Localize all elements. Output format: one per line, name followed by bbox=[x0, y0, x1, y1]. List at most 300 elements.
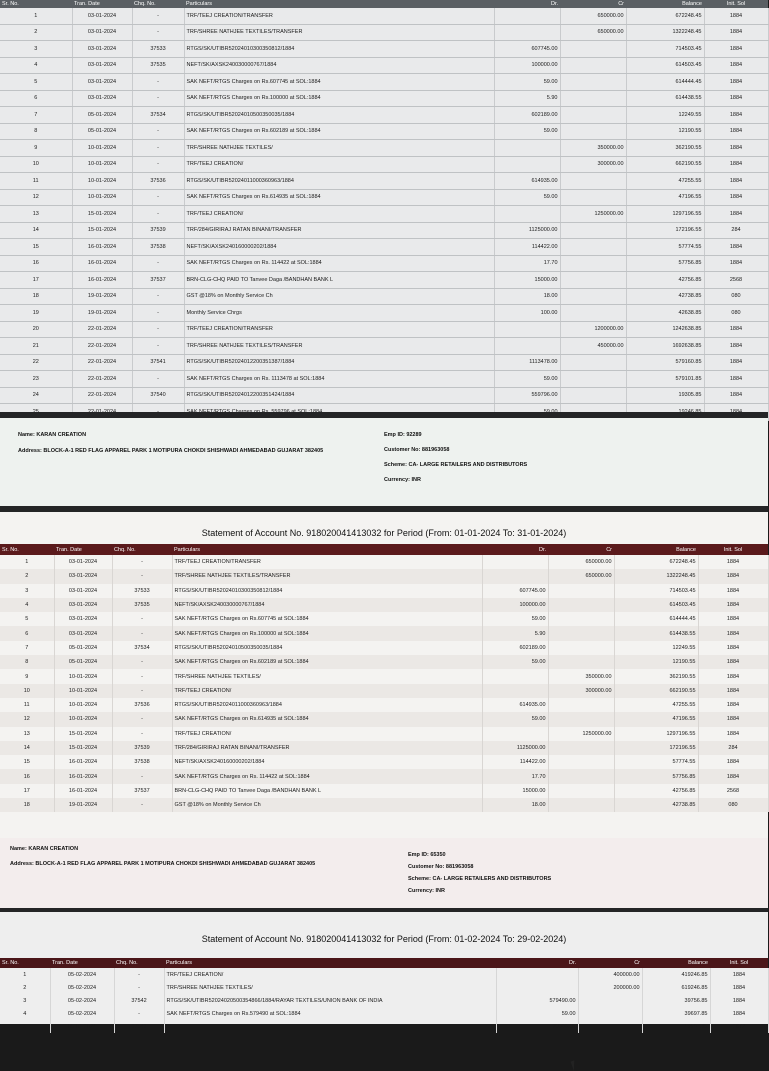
customer-info-1 bbox=[0, 418, 768, 510]
cell-chq: 37533 bbox=[132, 41, 184, 58]
cell-cr bbox=[548, 598, 614, 612]
cell-sr: 6 bbox=[0, 90, 72, 107]
cell-part: BRN-CLG-CHQ PAID TO Tanvee Daga /BANDHAN BANK L bbox=[184, 272, 494, 289]
cell-chq: - bbox=[114, 1007, 164, 1020]
cell-chq: - bbox=[112, 612, 172, 626]
cell-chq: - bbox=[132, 24, 184, 41]
cell-date: 22-01-2024 bbox=[72, 354, 132, 371]
cell-sol: 1884 bbox=[698, 655, 768, 669]
cell-sol: 1884 bbox=[704, 255, 768, 272]
cell-date: 03-01-2024 bbox=[72, 8, 132, 24]
cell-sr: 4 bbox=[0, 598, 54, 612]
cell-date: 05-02-2024 bbox=[50, 981, 114, 994]
cell-dr: 18.00 bbox=[482, 798, 548, 812]
cell-cr bbox=[548, 769, 614, 783]
cell-bal: 1322248.45 bbox=[614, 569, 698, 583]
cell-part: SAK NEFT/RTGS Charges on Rs.602189 at SOL:1884 bbox=[184, 123, 494, 140]
cell-part: SAK NEFT/RTGS Charges on Rs.100000 at SOL:1884 bbox=[184, 90, 494, 107]
transactions-table bbox=[0, 0, 769, 421]
table-header bbox=[0, 958, 768, 968]
cell-sr: 5 bbox=[0, 612, 54, 626]
cell-part: TRF/TEEJ CREATION/ bbox=[184, 156, 494, 173]
cell-bal: 12190.55 bbox=[626, 123, 704, 140]
cell-cr: 650000.00 bbox=[560, 8, 626, 24]
cell-chq: 37537 bbox=[132, 272, 184, 289]
cell-cr bbox=[548, 612, 614, 626]
cell-sr: 11 bbox=[0, 698, 54, 712]
cell-sr: 17 bbox=[0, 272, 72, 289]
cell-part: TRF/SHREE NATHJEE TEXTILES/TRANSFER bbox=[184, 24, 494, 41]
customer-name: Name: KARAN CREATION bbox=[18, 432, 87, 438]
cell-sr: 9 bbox=[0, 669, 54, 683]
cell-chq: - bbox=[114, 981, 164, 994]
cell-sol: 1884 bbox=[704, 57, 768, 74]
cell-bal: 619246.85 bbox=[642, 981, 710, 994]
cell-sol: 1884 bbox=[704, 107, 768, 124]
cell-part bbox=[164, 1020, 496, 1033]
cell-dr: 59.00 bbox=[482, 712, 548, 726]
cell-chq: - bbox=[112, 669, 172, 683]
cell-date: 05-01-2024 bbox=[72, 107, 132, 124]
cell-sr: 8 bbox=[0, 123, 72, 140]
cell-dr: 17.70 bbox=[482, 769, 548, 783]
cell-cr: 300000.00 bbox=[548, 684, 614, 698]
cell-sr: 14 bbox=[0, 222, 72, 239]
table-row bbox=[0, 569, 768, 583]
table-row bbox=[0, 684, 768, 698]
table-row bbox=[0, 8, 768, 24]
cell-dr: 1125000.00 bbox=[482, 741, 548, 755]
cell-chq: 37541 bbox=[132, 354, 184, 371]
cell-dr bbox=[482, 669, 548, 683]
scheme: Scheme: CA- LARGE RETAILERS AND DISTRIBUTORS bbox=[384, 462, 528, 468]
cell-cr bbox=[560, 173, 626, 190]
cell-bal: 57774.55 bbox=[614, 755, 698, 769]
table-row bbox=[0, 1020, 768, 1033]
cell-dr bbox=[482, 684, 548, 698]
table-row bbox=[0, 24, 768, 41]
cell-sol: 1884 bbox=[698, 555, 768, 569]
cell-sr: 21 bbox=[0, 338, 72, 355]
cell-bal: 1297196.55 bbox=[614, 727, 698, 741]
table-row bbox=[0, 123, 768, 140]
cell-date: 03-01-2024 bbox=[72, 90, 132, 107]
cell-dr: 602189.00 bbox=[482, 641, 548, 655]
cell-date: 03-01-2024 bbox=[72, 41, 132, 58]
cell-sol: 1884 bbox=[704, 371, 768, 388]
cell-chq: 37539 bbox=[112, 741, 172, 755]
cell-cr bbox=[560, 107, 626, 124]
cell-sr: 9 bbox=[0, 140, 72, 157]
cell-date: 05-01-2024 bbox=[54, 641, 112, 655]
cell-sr: 5 bbox=[0, 74, 72, 91]
cell-dr: 59.00 bbox=[496, 1007, 578, 1020]
cell-bal: 42738.85 bbox=[614, 798, 698, 812]
cell-date: 22-01-2024 bbox=[72, 338, 132, 355]
cell-cr bbox=[560, 90, 626, 107]
scheme: Scheme: CA- LARGE RETAILERS AND DISTRIBUTORS bbox=[408, 876, 552, 882]
cell-dr bbox=[482, 569, 548, 583]
cell-date: 22-01-2024 bbox=[72, 371, 132, 388]
cell-chq: 37534 bbox=[132, 107, 184, 124]
cell-cr bbox=[560, 123, 626, 140]
cell-part: RTGS/SK/UTIBR52024010500350035/1884 bbox=[184, 107, 494, 124]
cell-part: TRF/TEEJ CREATION/TRANSFER bbox=[172, 555, 482, 569]
cell-chq: 37535 bbox=[112, 598, 172, 612]
header-cr: Cr bbox=[560, 0, 626, 8]
cell-part: TRF/284/GIRIRAJ RATAN BINANI/TRANSFER bbox=[172, 741, 482, 755]
cell-date: 22-01-2024 bbox=[72, 321, 132, 338]
cell-chq: - bbox=[112, 655, 172, 669]
cell-chq: 37535 bbox=[132, 57, 184, 74]
customer-no: Customer No: 881963058 bbox=[384, 447, 450, 453]
table-row bbox=[0, 712, 768, 726]
header-sr-no: Sr. No. bbox=[0, 0, 72, 8]
cell-bal: 47255.55 bbox=[626, 173, 704, 190]
cell-sr: 2 bbox=[0, 24, 72, 41]
cell-chq: - bbox=[132, 338, 184, 355]
cell-chq: - bbox=[112, 769, 172, 783]
cell-cr bbox=[560, 354, 626, 371]
cell-dr: 15000.00 bbox=[482, 784, 548, 798]
cell-date: 15-01-2024 bbox=[72, 206, 132, 223]
cell-date: 03-01-2024 bbox=[72, 24, 132, 41]
cell-dr: 100000.00 bbox=[482, 598, 548, 612]
cell-bal: 579160.85 bbox=[626, 354, 704, 371]
cell-bal: 42738.85 bbox=[626, 288, 704, 305]
cell-date: 03-01-2024 bbox=[54, 584, 112, 598]
cell-bal: 614503.45 bbox=[626, 57, 704, 74]
cell-date: 10-01-2024 bbox=[54, 712, 112, 726]
cell-chq: - bbox=[132, 305, 184, 322]
cell-date: 19-01-2024 bbox=[72, 288, 132, 305]
cell-sol: 1884 bbox=[698, 584, 768, 598]
cell-sr: 12 bbox=[0, 189, 72, 206]
cell-cr bbox=[560, 272, 626, 289]
cell-sol: 1884 bbox=[704, 173, 768, 190]
cell-dr: 59.00 bbox=[494, 74, 560, 91]
cell-chq: - bbox=[132, 288, 184, 305]
cell-bal: 579101.85 bbox=[626, 371, 704, 388]
cell-sol: 1884 bbox=[710, 981, 768, 994]
table-row bbox=[0, 769, 768, 783]
cell-dr bbox=[482, 727, 548, 741]
cell-sr: 1 bbox=[0, 8, 72, 24]
cell-cr: 350000.00 bbox=[560, 140, 626, 157]
cell-part: SAK NEFT/RTGS Charges on Rs.579490 at SOL:1884 bbox=[164, 1007, 496, 1020]
cell-date: 16-01-2024 bbox=[72, 272, 132, 289]
cell-cr bbox=[560, 222, 626, 239]
cell-cr bbox=[560, 387, 626, 404]
cell-date: 05-02-2024 bbox=[50, 1020, 114, 1033]
cell-date: 05-01-2024 bbox=[54, 655, 112, 669]
table-row bbox=[0, 41, 768, 58]
customer-address: Address: BLOCK-A-1 RED FLAG APPAREL PARK 1 MOTIPURA CHOKDI SHISHWADI AHMEDABAD GUJARAT 382405 bbox=[18, 448, 324, 454]
cell-dr: 602189.00 bbox=[494, 107, 560, 124]
cell-part: NEFT/SK/AXSK240160000202/1884 bbox=[184, 239, 494, 256]
cell-part: SAK NEFT/RTGS Charges on Rs.100000 at SOL:1884 bbox=[172, 626, 482, 640]
cell-sr: 3 bbox=[0, 41, 72, 58]
cell-part: RTGS/SK/UTIBR52024011000360963/1884 bbox=[172, 698, 482, 712]
table-row bbox=[0, 321, 768, 338]
header-cr: Cr bbox=[548, 544, 614, 555]
cell-sol: 1884 bbox=[710, 968, 768, 981]
cell-chq: - bbox=[132, 140, 184, 157]
header-chq-no: Chq. No. bbox=[132, 0, 184, 8]
cell-chq: 37540 bbox=[132, 387, 184, 404]
cell-sr: 22 bbox=[0, 354, 72, 371]
header-dr: Dr. bbox=[494, 0, 560, 8]
header-chq-no: Chq. No. bbox=[114, 958, 164, 968]
cell-bal: 19305.85 bbox=[626, 387, 704, 404]
cell-part: RTGS/SK/UTIBR52024012200351424/1884 bbox=[184, 387, 494, 404]
currency: Currency: INR bbox=[408, 888, 445, 894]
cell-date: 03-01-2024 bbox=[72, 57, 132, 74]
cell-cr: 1250000.00 bbox=[560, 206, 626, 223]
cell-part: TRF/SHREE NATHJEE TEXTILES/ bbox=[184, 140, 494, 157]
cell-bal: 1297196.55 bbox=[626, 206, 704, 223]
cell-sr: 8 bbox=[0, 655, 54, 669]
cell-sr: 18 bbox=[0, 288, 72, 305]
cell-bal: 714503.45 bbox=[614, 584, 698, 598]
statement-page-3 bbox=[0, 912, 768, 1030]
cell-dr: 18.00 bbox=[494, 288, 560, 305]
cell-bal: 1242638.85 bbox=[626, 321, 704, 338]
cell-bal: 662190.55 bbox=[614, 684, 698, 698]
header-cr: Cr bbox=[578, 958, 642, 968]
cell-dr bbox=[494, 338, 560, 355]
cell-cr bbox=[560, 57, 626, 74]
cell-sr: 2 bbox=[0, 569, 54, 583]
cell-sr: 3 bbox=[0, 994, 50, 1007]
cell-sr: 5 bbox=[0, 1020, 50, 1033]
cell-dr: 114422.00 bbox=[482, 755, 548, 769]
cell-cr bbox=[548, 755, 614, 769]
cell-bal: 614503.45 bbox=[614, 598, 698, 612]
cell-sr: 14 bbox=[0, 741, 54, 755]
cell-chq: - bbox=[132, 321, 184, 338]
cell-sol: 2568 bbox=[698, 784, 768, 798]
cell-part: SAK NEFT/RTGS Charges on Rs.607745 at SOL:1884 bbox=[172, 612, 482, 626]
cell-sr: 1 bbox=[0, 555, 54, 569]
table-row bbox=[0, 206, 768, 223]
cell-bal: 47255.55 bbox=[614, 698, 698, 712]
cell-dr: 1125000.00 bbox=[494, 222, 560, 239]
cell-cr bbox=[578, 994, 642, 1007]
cell-sr: 17 bbox=[0, 784, 54, 798]
cell-date: 19-01-2024 bbox=[54, 798, 112, 812]
cell-cr: 350000.00 bbox=[548, 669, 614, 683]
mouse-cursor-icon bbox=[571, 1059, 582, 1071]
cell-date: 16-01-2024 bbox=[54, 784, 112, 798]
header-balance: Balance bbox=[642, 958, 710, 968]
table-body bbox=[0, 968, 768, 1033]
cell-cr bbox=[560, 239, 626, 256]
cell-dr: 5.90 bbox=[482, 626, 548, 640]
cell-part: GST @18% on Monthly Service Ch bbox=[172, 798, 482, 812]
cell-sr: 1 bbox=[0, 968, 50, 981]
cell-cr bbox=[578, 1007, 642, 1020]
table-header bbox=[0, 544, 768, 555]
cell-chq: 37539 bbox=[132, 222, 184, 239]
cell-dr bbox=[496, 981, 578, 994]
cell-date: 03-01-2024 bbox=[54, 598, 112, 612]
cell-sol: 1884 bbox=[698, 769, 768, 783]
cell-cr bbox=[548, 626, 614, 640]
cell-bal: 12190.55 bbox=[614, 655, 698, 669]
cell-chq: - bbox=[112, 684, 172, 698]
cell-bal: 614438.55 bbox=[614, 626, 698, 640]
table-row bbox=[0, 338, 768, 355]
cell-sol: 1884 bbox=[710, 1007, 768, 1020]
cell-sr: 16 bbox=[0, 769, 54, 783]
cell-sol: 1884 bbox=[698, 626, 768, 640]
cell-cr: 1250000.00 bbox=[548, 727, 614, 741]
cell-part: RTGS/SK/UTIBR52024011000360963/1884 bbox=[184, 173, 494, 190]
cell-dr bbox=[494, 24, 560, 41]
cell-sr: 6 bbox=[0, 626, 54, 640]
cell-chq: - bbox=[112, 555, 172, 569]
cell-sr: 13 bbox=[0, 206, 72, 223]
table-row bbox=[0, 387, 768, 404]
table-row bbox=[0, 156, 768, 173]
cell-part: SAK NEFT/RTGS Charges on Rs.614935 at SOL:1884 bbox=[172, 712, 482, 726]
cell-chq: 37538 bbox=[132, 239, 184, 256]
cell-dr bbox=[482, 555, 548, 569]
cell-sr: 7 bbox=[0, 107, 72, 124]
cell-part: SAK NEFT/RTGS Charges on Rs. 1113478 at SOL:1884 bbox=[184, 371, 494, 388]
cell-cr: 300000.00 bbox=[560, 156, 626, 173]
cell-sol: 1884 bbox=[704, 338, 768, 355]
cell-dr bbox=[494, 156, 560, 173]
table-row bbox=[0, 288, 768, 305]
cell-bal: 39697.85 bbox=[642, 1007, 710, 1020]
cell-sol: 1884 bbox=[698, 598, 768, 612]
header-tran-date: Tran. Date bbox=[54, 544, 112, 555]
cell-bal: 47196.55 bbox=[614, 712, 698, 726]
cell-part: RTGS/SK/UTIBR52024012200351387/1884 bbox=[184, 354, 494, 371]
cell-sol: 1884 bbox=[704, 140, 768, 157]
cell-sol: 1884 bbox=[698, 612, 768, 626]
header-particulars: Particulars bbox=[184, 0, 494, 8]
cell-part: NEFT/SK/AXSK240030000767/1884 bbox=[184, 57, 494, 74]
cell-date: 10-01-2024 bbox=[72, 173, 132, 190]
cell-date: 03-01-2024 bbox=[54, 612, 112, 626]
cell-sol: 1884 bbox=[704, 74, 768, 91]
cell-part: TRF/284/GIRIRAJ RATAN BINANI/TRANSFER bbox=[184, 222, 494, 239]
cell-sr: 10 bbox=[0, 156, 72, 173]
table-row bbox=[0, 1007, 768, 1020]
cell-date: 05-01-2024 bbox=[72, 123, 132, 140]
cell-cr: 200000.00 bbox=[578, 981, 642, 994]
cell-dr: 607745.00 bbox=[494, 41, 560, 58]
cell-dr: 5.90 bbox=[494, 90, 560, 107]
table-row bbox=[0, 612, 768, 626]
table-row bbox=[0, 305, 768, 322]
cell-part: Monthly Service Chrgs bbox=[184, 305, 494, 322]
table-row bbox=[0, 626, 768, 640]
header-sr-no: Sr. No. bbox=[0, 544, 54, 555]
table-row bbox=[0, 74, 768, 91]
cell-dr: 15000.00 bbox=[494, 272, 560, 289]
cell-cr bbox=[548, 798, 614, 812]
cell-part: NEFT/SK/AXSK240160000202/1884 bbox=[172, 755, 482, 769]
cell-chq: - bbox=[112, 626, 172, 640]
cell-cr bbox=[548, 641, 614, 655]
cell-part: NEFT/SK/AXSK240030000767/1884 bbox=[172, 598, 482, 612]
cell-chq: 37542 bbox=[114, 994, 164, 1007]
cell-part: SAK NEFT/RTGS Charges on Rs.602189 at SOL:1884 bbox=[172, 655, 482, 669]
cell-part: TRF/TEEJ CREATION/TRANSFER bbox=[184, 8, 494, 24]
customer-no: Customer No: 881963058 bbox=[408, 864, 474, 870]
cell-cr bbox=[560, 74, 626, 91]
transactions-table bbox=[0, 544, 769, 812]
cell-sol: 2872 bbox=[710, 1020, 768, 1033]
cell-sr: 20 bbox=[0, 321, 72, 338]
cell-dr: 559796.00 bbox=[494, 387, 560, 404]
cell-sol: 1884 bbox=[698, 569, 768, 583]
statement-page-2 bbox=[0, 512, 768, 838]
cell-bal: 39756.85 bbox=[642, 994, 710, 1007]
header-sr-no: Sr. No. bbox=[0, 958, 50, 968]
cell-sol: 284 bbox=[704, 222, 768, 239]
cell-bal: 614444.45 bbox=[614, 612, 698, 626]
cell-date: 03-01-2024 bbox=[54, 569, 112, 583]
cell-sr: 12 bbox=[0, 712, 54, 726]
cell-sr: 10 bbox=[0, 684, 54, 698]
table-row bbox=[0, 371, 768, 388]
statement-title: Statement of Account No. 918020041413032 for Period (From: 01-02-2024 To: 29-02-2024) bbox=[201, 934, 567, 944]
table-row bbox=[0, 189, 768, 206]
cell-sol: 1884 bbox=[698, 727, 768, 741]
cell-sr: 24 bbox=[0, 387, 72, 404]
cell-chq: 37534 bbox=[112, 641, 172, 655]
cell-cr bbox=[548, 741, 614, 755]
table-row bbox=[0, 239, 768, 256]
cell-date: 03-01-2024 bbox=[54, 555, 112, 569]
cell-date: 05-02-2024 bbox=[50, 1007, 114, 1020]
cell-cr: 1200000.00 bbox=[560, 321, 626, 338]
header-tran-date: Tran. Date bbox=[72, 0, 132, 8]
cell-sol: 1884 bbox=[704, 123, 768, 140]
cell-part: RTGS/SK/UTIBR52024020500354866/1884/RAYAR TEXTILES/UNION BANK OF INDIA bbox=[164, 994, 496, 1007]
cell-sol: 1884 bbox=[704, 387, 768, 404]
cell-cr bbox=[560, 41, 626, 58]
cell-chq: - bbox=[132, 123, 184, 140]
table-row bbox=[0, 555, 768, 569]
cell-date: 10-01-2024 bbox=[72, 189, 132, 206]
table-row bbox=[0, 741, 768, 755]
table-row bbox=[0, 222, 768, 239]
customer-info-2 bbox=[0, 838, 768, 910]
cell-dr: 100000.00 bbox=[494, 57, 560, 74]
cell-sol: 1884 bbox=[704, 41, 768, 58]
cell-chq: - bbox=[132, 90, 184, 107]
cell-bal: 42756.85 bbox=[626, 272, 704, 289]
cell-cr: 650000.00 bbox=[548, 569, 614, 583]
transactions-table bbox=[0, 958, 769, 1033]
cell-dr: 59.00 bbox=[494, 123, 560, 140]
header-dr: Dr. bbox=[496, 958, 578, 968]
cell-sr: 18 bbox=[0, 798, 54, 812]
cell-part: RTGS/SK/UTIBR52024010300350812/1884 bbox=[184, 41, 494, 58]
cell-part: SAK NEFT/RTGS Charges on Rs. 114422 at SOL:1884 bbox=[184, 255, 494, 272]
cell-cr bbox=[548, 584, 614, 598]
cell-sr: 7 bbox=[0, 641, 54, 655]
cell-cr bbox=[548, 712, 614, 726]
table-row bbox=[0, 655, 768, 669]
cell-sol: 080 bbox=[704, 305, 768, 322]
